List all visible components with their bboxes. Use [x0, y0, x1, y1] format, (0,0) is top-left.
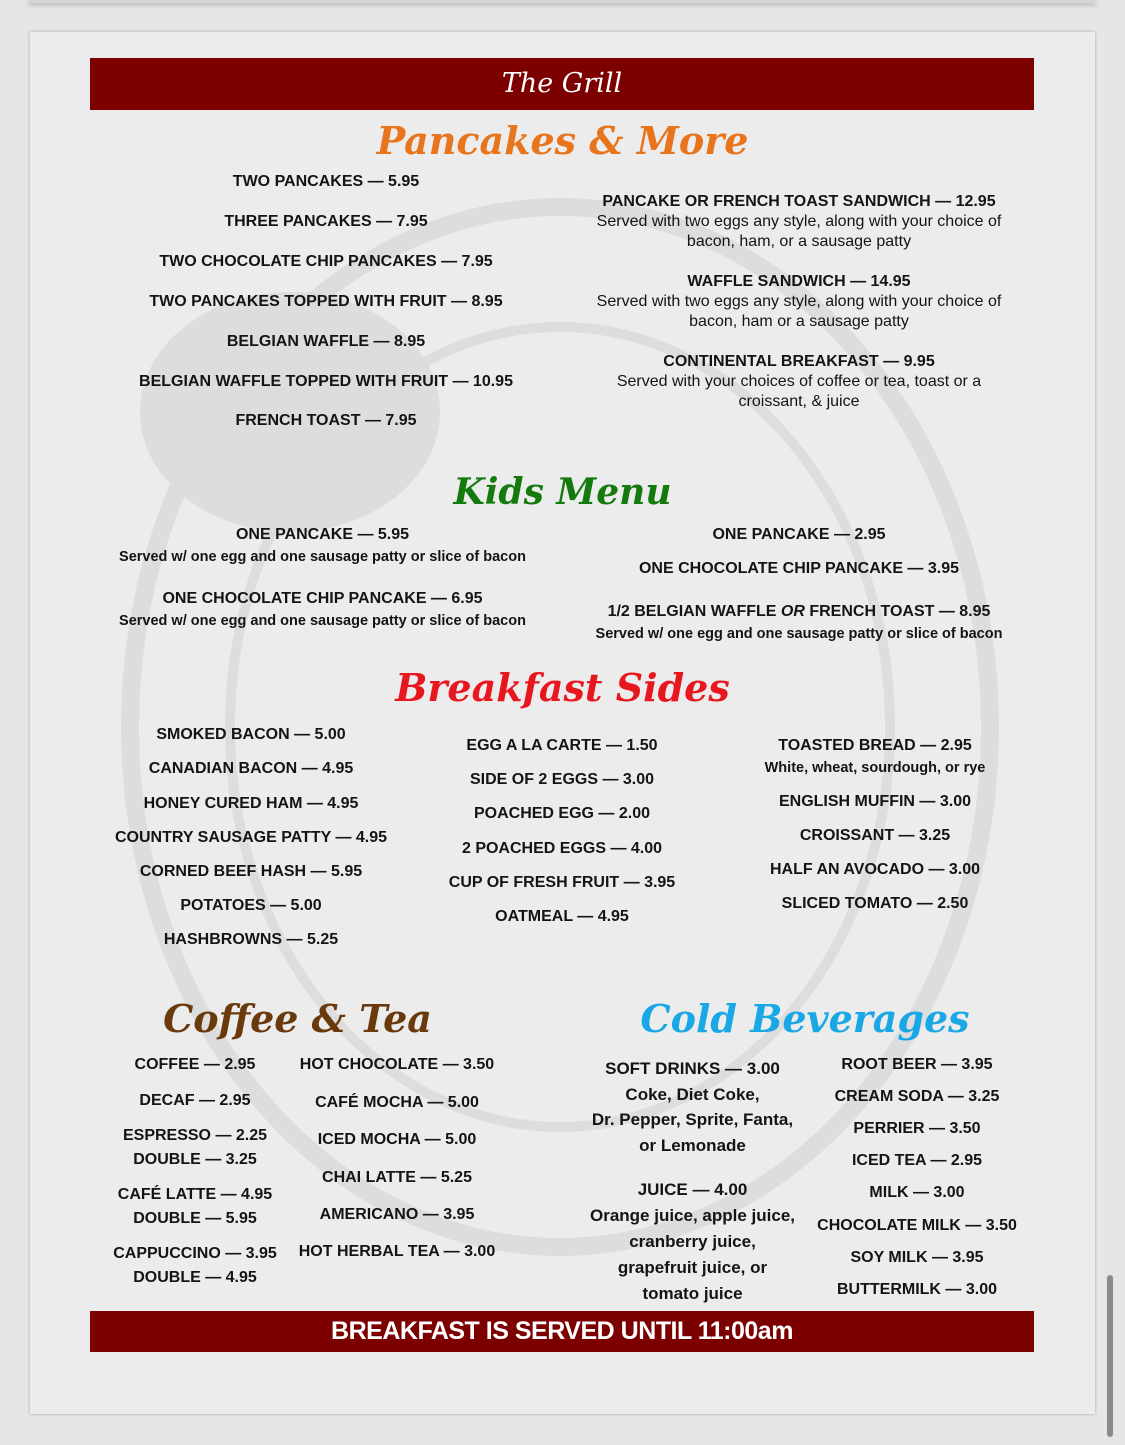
menu-item: BELGIAN WAFFLE — 8.95 [226, 333, 426, 350]
item-name: JUICE — 4.00 [637, 1180, 748, 1199]
item-description: bacon, ham, or a sausage patty [686, 233, 912, 250]
item-description: Served with two eggs any style, along with your choice of [596, 213, 1002, 230]
scrollbar-thumb[interactable] [1107, 1275, 1113, 1437]
menu-item: SOY MILK — 3.95 [850, 1249, 984, 1266]
item-name: ESPRESSO — 2.25 [122, 1127, 268, 1144]
item-description: Dr. Pepper, Sprite, Fanta, [591, 1110, 794, 1129]
menu-item: BUTTERMILK — 3.00 [836, 1281, 997, 1298]
menu-item-with-desc [549, 352, 1049, 412]
item-name-part: 1/2 BELGIAN WAFFLE [607, 603, 781, 620]
section-title-coffee: Coffee & Tea [163, 996, 432, 1041]
menu-item: HONEY CURED HAM — 4.95 [143, 795, 359, 812]
menu-item: ENGLISH MUFFIN — 3.00 [778, 793, 972, 810]
item-description: Served w/ one egg and one sausage patty or slice of bacon [595, 626, 1003, 642]
item-name: CAFÉ LATTE — 4.95 [117, 1186, 273, 1203]
item-variant: DOUBLE — 4.95 [133, 1269, 257, 1286]
menu-item-with-desc [70, 589, 575, 631]
item-name [549, 602, 1049, 622]
item-name: CONTINENTAL BREAKFAST — 9.95 [663, 353, 935, 370]
item-name: ONE CHOCOLATE CHIP PANCAKE — 6.95 [162, 590, 483, 607]
header-banner [90, 58, 1034, 110]
menu-item: HASHBROWNS — 5.25 [163, 931, 339, 948]
menu-item: TWO PANCAKES TOPPED WITH FRUIT — 8.95 [149, 293, 503, 310]
menu-item: CHAI LATTE — 5.25 [322, 1169, 472, 1186]
menu-item: CANADIAN BACON — 4.95 [148, 760, 354, 777]
item-description: White, wheat, sourdough, or rye [764, 760, 986, 776]
item-description: croissant, & juice [738, 393, 860, 410]
menu-item: POACHED EGG — 2.00 [473, 805, 651, 822]
item-name-emphasis: OR [780, 603, 805, 620]
section-title-cold: Cold Beverages [640, 996, 970, 1041]
menu-item: EGG A LA CARTE — 1.50 [466, 737, 658, 754]
menu-item: ICED MOCHA — 5.00 [317, 1131, 477, 1148]
menu-item: PERRIER — 3.50 [853, 1120, 981, 1137]
item-description: grapefruit juice, or [617, 1258, 768, 1277]
item-variant: DOUBLE — 3.25 [133, 1151, 257, 1168]
menu-item: 2 POACHED EGGS — 4.00 [461, 840, 663, 857]
menu-item-with-desc [549, 602, 1049, 644]
section-title-sides: Breakfast Sides [395, 665, 730, 710]
item-variant: DOUBLE — 5.95 [133, 1210, 257, 1227]
item-name: CAPPUCCINO — 3.95 [113, 1245, 277, 1262]
menu-item: CHOCOLATE MILK — 3.50 [817, 1217, 1017, 1234]
menu-item: HOT HERBAL TEA — 3.00 [298, 1243, 496, 1260]
item-name: WAFFLE SANDWICH — 14.95 [687, 273, 911, 290]
menu-item: CROISSANT — 3.25 [799, 827, 951, 844]
menu-item-with-desc [549, 192, 1049, 252]
menu-item: CREAM SODA — 3.25 [834, 1088, 1000, 1105]
menu-item: CAFÉ MOCHA — 5.00 [315, 1094, 479, 1111]
menu-item: HALF AN AVOCADO — 3.00 [769, 861, 981, 878]
item-description: Orange juice, apple juice, [589, 1206, 795, 1225]
menu-page [30, 32, 1095, 1414]
menu-item-with-desc [70, 525, 575, 567]
menu-item: AMERICANO — 3.95 [319, 1206, 475, 1223]
footer-banner [90, 1311, 1034, 1352]
menu-item: ONE PANCAKE — 2.95 [712, 526, 886, 543]
menu-item [100, 1244, 290, 1288]
item-description: tomato juice [642, 1284, 743, 1303]
item-description: cranberry juice, [629, 1232, 756, 1251]
menu-item: CUP OF FRESH FRUIT — 3.95 [448, 874, 676, 891]
menu-item: MILK — 3.00 [869, 1184, 965, 1201]
menu-item: OATMEAL — 4.95 [495, 908, 629, 925]
menu-item: POTATOES — 5.00 [180, 897, 322, 914]
menu-item-with-desc [725, 736, 1025, 778]
menu-item: THREE PANCAKES — 7.95 [224, 213, 428, 230]
menu-item [100, 1126, 290, 1170]
menu-item: ROOT BEER — 3.95 [841, 1056, 993, 1073]
menu-item: CORNED BEEF HASH — 5.95 [139, 863, 363, 880]
item-description: Served w/ one egg and one sausage patty or slice of bacon [119, 549, 526, 565]
item-description: Served w/ one egg and one sausage patty or slice of bacon [119, 613, 526, 629]
item-name-part: FRENCH TOAST — 8.95 [804, 603, 991, 620]
menu-item-with-desc [570, 1177, 815, 1307]
menu-item: FRENCH TOAST — 7.95 [235, 412, 417, 429]
menu-item: BELGIAN WAFFLE TOPPED WITH FRUIT — 10.95 [139, 373, 513, 390]
item-name: TOASTED BREAD — 2.95 [778, 737, 972, 754]
menu-item: COFFEE — 2.95 [134, 1056, 256, 1073]
item-name: SOFT DRINKS — 3.00 [605, 1059, 780, 1078]
menu-item: ONE CHOCOLATE CHIP PANCAKE — 3.95 [638, 560, 960, 577]
footer-text: BREAKFAST IS SERVED UNTIL 11:00am [331, 1317, 793, 1345]
menu-item-with-desc [570, 1056, 815, 1158]
menu-item: DECAF — 2.95 [139, 1092, 251, 1109]
previous-page-edge [28, 0, 1096, 3]
menu-item [100, 1185, 290, 1229]
item-description: Served with your choices of coffee or tea, toast or a [616, 373, 982, 390]
menu-item: ICED TEA — 2.95 [851, 1152, 983, 1169]
menu-item: SLICED TOMATO — 2.50 [781, 895, 969, 912]
item-description: Served with two eggs any style, along with your choice of [596, 293, 1002, 310]
item-name: ONE PANCAKE — 5.95 [235, 526, 410, 543]
menu-item: TWO CHOCOLATE CHIP PANCAKES — 7.95 [159, 253, 493, 270]
item-name: PANCAKE OR FRENCH TOAST SANDWICH — 12.95 [602, 193, 996, 210]
section-title-kids: Kids Menu [453, 471, 672, 513]
section-title-pancakes: Pancakes & More [376, 118, 749, 163]
menu-item-with-desc [549, 272, 1049, 332]
item-description: Coke, Diet Coke, [625, 1084, 760, 1104]
item-description: or Lemonade [639, 1135, 746, 1155]
restaurant-title: The Grill [501, 68, 623, 99]
menu-item: COUNTRY SAUSAGE PATTY — 4.95 [114, 829, 388, 846]
item-description: bacon, ham or a sausage patty [689, 313, 909, 330]
menu-item: HOT CHOCOLATE — 3.50 [299, 1056, 495, 1073]
menu-item: SIDE OF 2 EGGS — 3.00 [469, 771, 655, 788]
menu-item: TWO PANCAKES — 5.95 [232, 173, 420, 190]
menu-item: SMOKED BACON — 5.00 [156, 726, 346, 743]
